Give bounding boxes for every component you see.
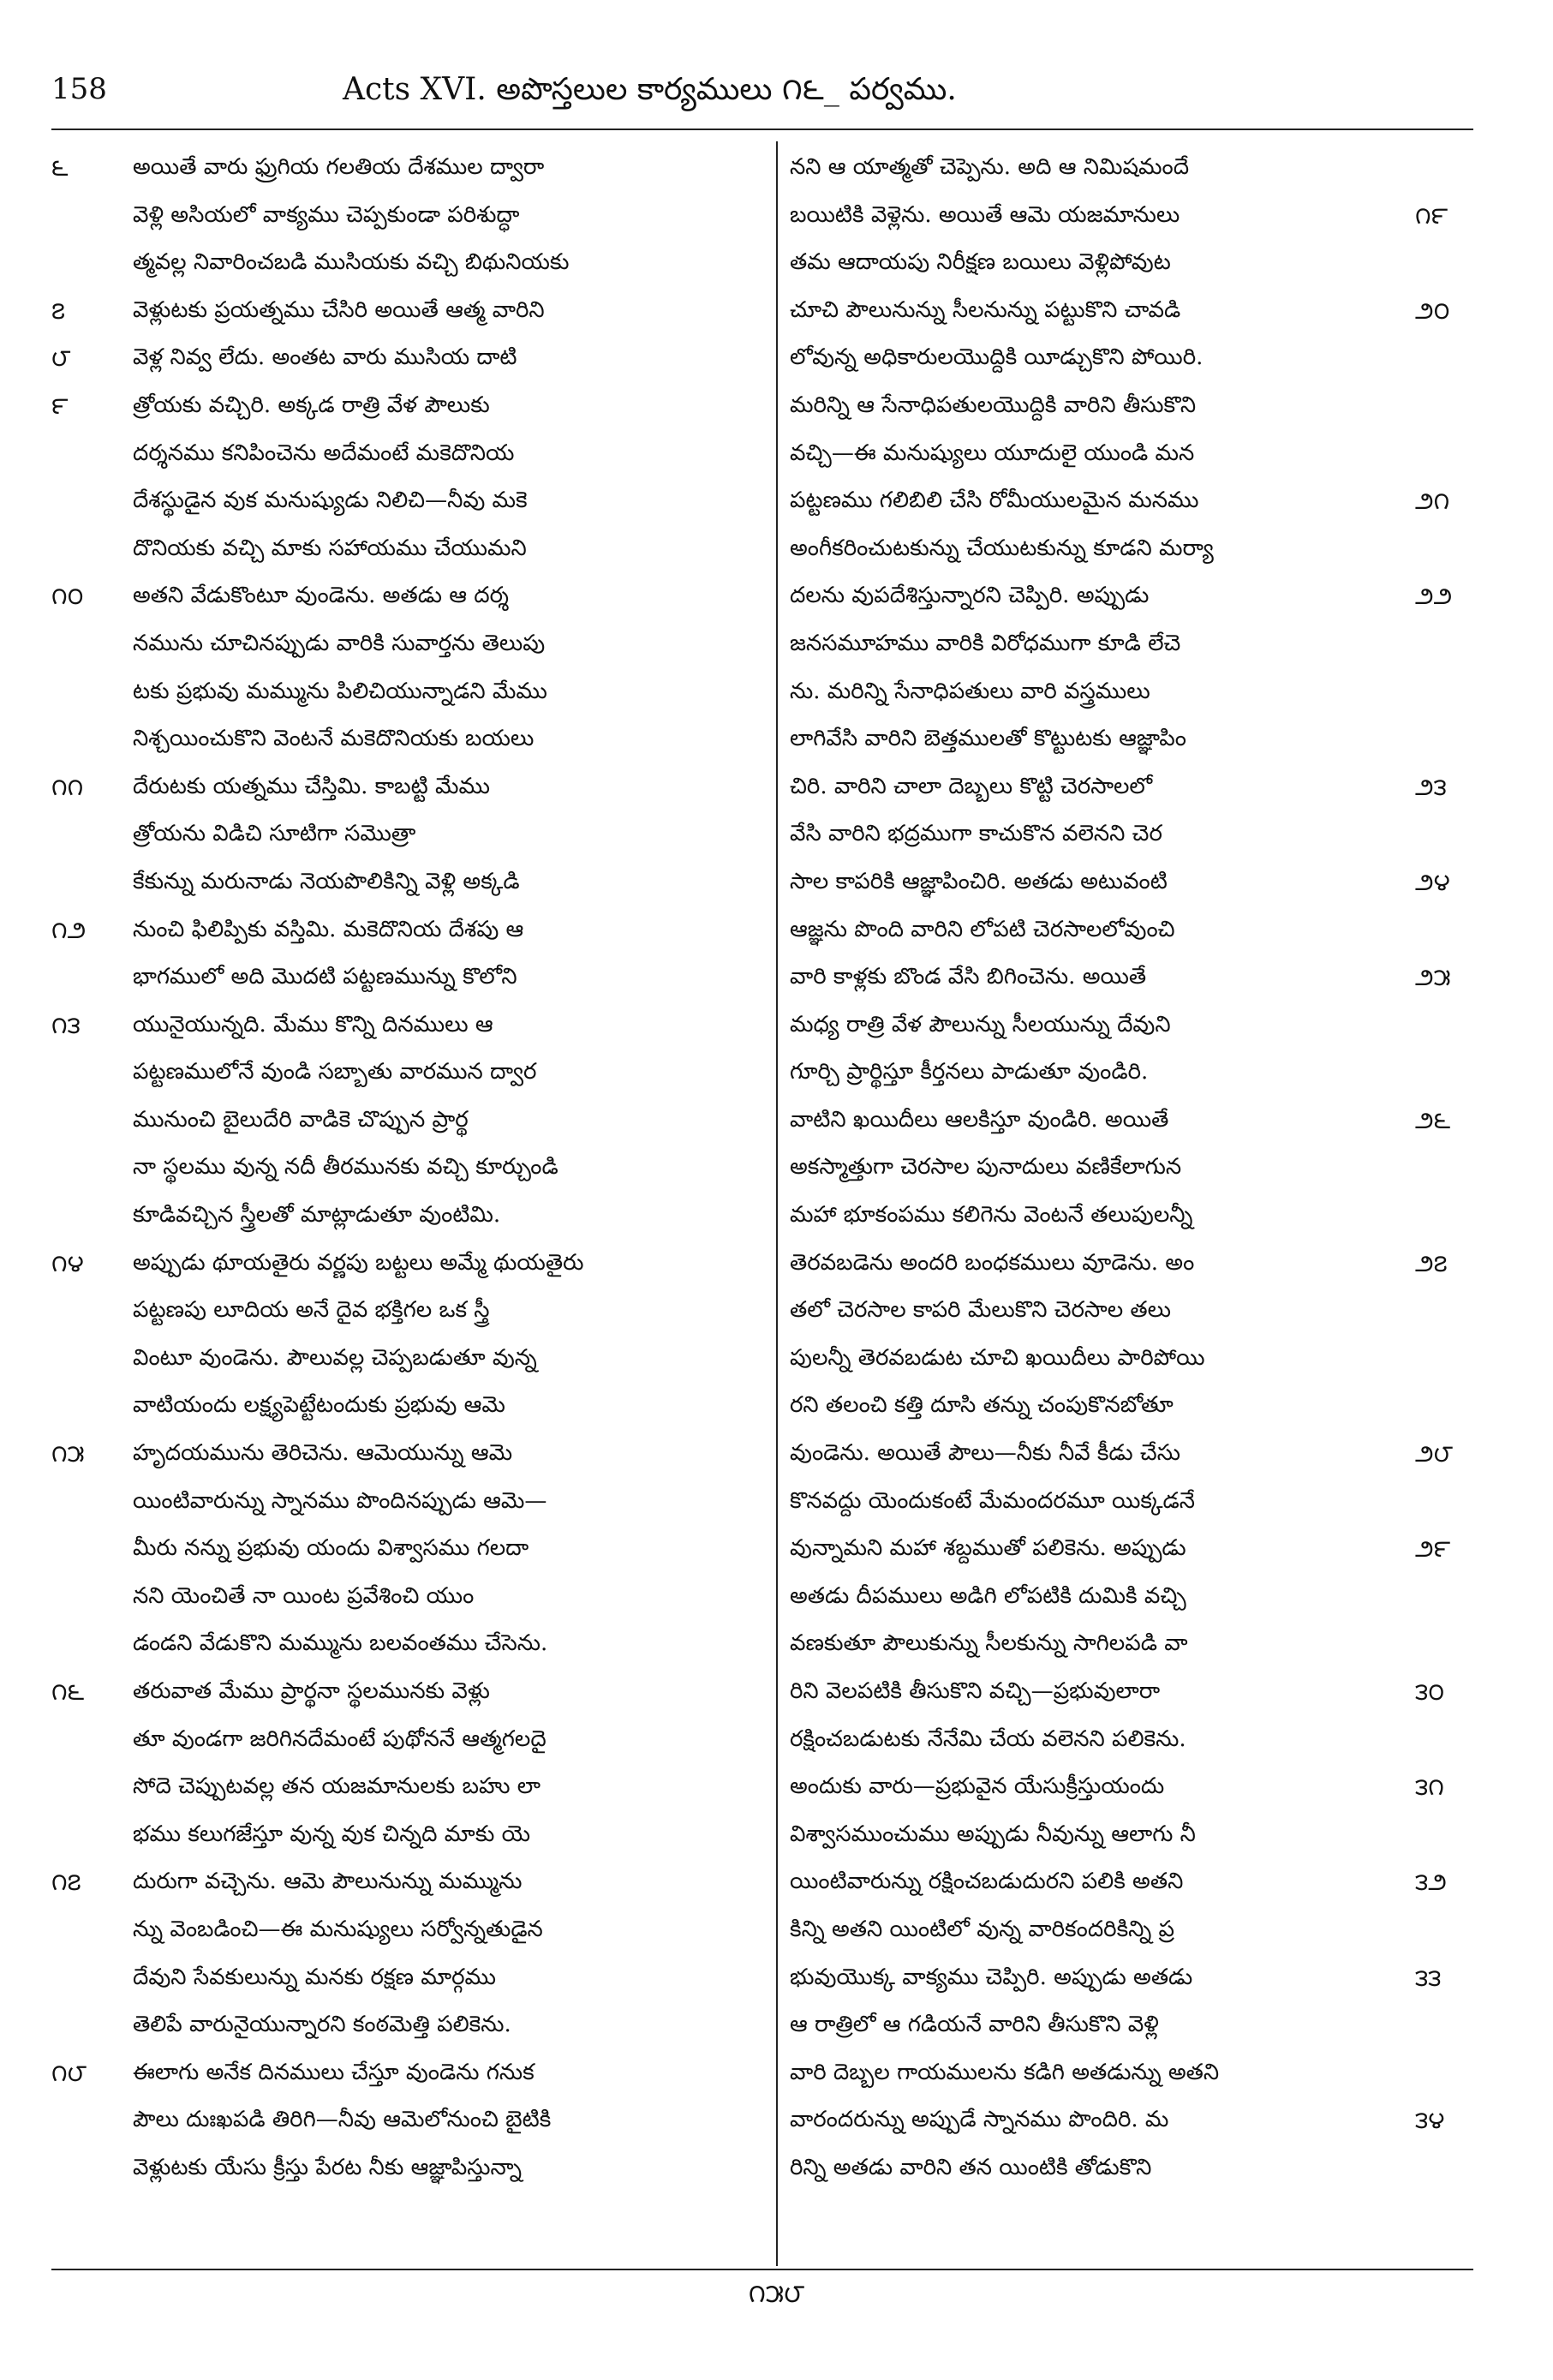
- line-text: వెళ్లి అసియలో వాక్యము చెప్పకుండా పరిశుద్ధా: [133, 201, 520, 228]
- line-text: నని ఆ యాత్మతో చెప్పెను. అది ఆ నిమిషమందే: [790, 154, 1190, 180]
- line-text: చిరి. వారిని చాలా దెబ్బలు కొట్టి చెరసాలలో: [790, 773, 1153, 799]
- text-line: [790, 2001, 1475, 2049]
- text-line: [51, 1287, 762, 1335]
- verse-number: ౮: [51, 344, 71, 373]
- text-line: [790, 858, 1475, 906]
- line-text: వెళ్ల నివ్వ లేదు. అంతట వారు ముసియ దాటి: [133, 344, 517, 371]
- text-line: [51, 334, 762, 382]
- text-line: [51, 2144, 762, 2192]
- text-line: [790, 525, 1475, 573]
- text-line: [790, 1430, 1475, 1478]
- text-line: [790, 1287, 1475, 1335]
- verse-number: ౨౫: [1415, 963, 1451, 992]
- column-divider: [776, 141, 778, 2266]
- line-text: వారి కాళ్లకు బొండ వేసి బిగించెను. అయితే: [790, 964, 1147, 990]
- text-line: [51, 1097, 762, 1145]
- verse-number: ౧౧: [51, 772, 84, 801]
- line-text: నిశ్చయించుకొని వెంటనే మకెదొనియకు బయలు: [133, 726, 535, 752]
- text-line: [51, 2049, 762, 2097]
- text-line: [790, 1668, 1475, 1716]
- text-line: [790, 954, 1475, 1002]
- line-text: సాల కాపరికి ఆజ్ఞాపించిరి. అతడు అటువంటి: [790, 868, 1168, 894]
- verse-number: ౩౪: [1415, 2106, 1445, 2135]
- text-line: [790, 1811, 1475, 1859]
- line-text: తమ ఆదాయపు నిరీక్షణ బయిలు వెళ్లిపోవుట: [790, 249, 1171, 276]
- text-line: [790, 1382, 1475, 1430]
- text-line: [790, 1620, 1475, 1668]
- text-line: [51, 668, 762, 716]
- line-text: నని యెంచితే నా యింట ప్రవేశించి యుం: [133, 1582, 475, 1609]
- verse-number: ౨౯: [1415, 1534, 1451, 1564]
- line-text: కొనవద్దు యెందుకంటే మేమందరమూ యిక్కడనే: [790, 1487, 1196, 1514]
- text-line: [790, 1240, 1475, 1288]
- line-text: వారి దెబ్బల గాయములను కడిగి అతడున్ను అతని: [790, 2059, 1220, 2085]
- line-text: వాటిని ఖయిదీలు ఆలకిస్తూ వుండిరి. అయితే: [790, 1106, 1169, 1133]
- verse-number: ౩౦: [1415, 1677, 1445, 1706]
- line-text: మరిన్ని ఆ సేనాధిపతులయొద్దికి వారిని తీసుకొని: [790, 392, 1197, 418]
- text-line: [790, 1716, 1475, 1764]
- line-text: దలను వుపదేశిస్తున్నారని చెప్పిరి. అప్పుడు: [790, 583, 1150, 609]
- line-text: దేరుటకు యత్నము చేస్తిమి. కాబట్టి మేము: [133, 773, 490, 799]
- verse-number: ౩౩: [1415, 1963, 1442, 1992]
- line-text: ఆజ్ఞను పొంది వారిని లోపటి చెరసాలలోవుంచి: [790, 916, 1175, 942]
- verse-number: ౨౩: [1415, 772, 1447, 801]
- verse-number: ౧౫: [51, 1439, 85, 1468]
- line-text: లోవున్న అధికారులయొద్దికి యీడ్చుకొని పోయిరి.: [790, 344, 1204, 371]
- line-text: దురుగా వచ్చెను. ఆమె పౌలునున్ను మమ్మును: [133, 1869, 523, 1895]
- line-text: పట్టణపు లూదియ అనే దైవ భక్తిగల ఒక స్త్రీ: [133, 1297, 490, 1324]
- text-line: [51, 858, 762, 906]
- verse-number: ౨౬: [1415, 1105, 1451, 1134]
- line-text: దేవుని సేవకులున్ను మనకు రక్షణ మార్గము: [133, 1964, 497, 1990]
- line-text: నుంచి ఫిలిప్పికు వస్తిమి. మకెదొనియ దేశపు ఆ: [133, 916, 524, 942]
- line-text: మునుంచి బైలుదేరి వాడికె చొప్పున ప్రార్థ: [133, 1106, 469, 1133]
- line-text: వెళ్లుటకు ప్రయత్నము చేసిరి అయితే ఆత్మ వారిని: [133, 296, 545, 323]
- line-text: భాగములో అది మొదటి పట్టణమున్ను కొలోని: [133, 964, 517, 990]
- line-text: యింటివారున్ను స్నానము పొందినప్పుడు ఆమె—: [133, 1487, 547, 1514]
- text-line: [51, 1525, 762, 1573]
- text-line: [790, 1049, 1475, 1097]
- text-line: [51, 1716, 762, 1764]
- verse-number: ౨౨: [1415, 582, 1453, 611]
- line-text: విశ్వాసముంచుము అప్పుడు నీవున్ను ఆలాగు నీ: [790, 1821, 1196, 1847]
- text-line: [51, 192, 762, 240]
- line-text: చూచి పౌలునున్ను సీలనున్ను పట్టుకొని చావడి: [790, 296, 1181, 323]
- line-text: రని తలంచి కత్తి దూసి తన్ను చంపుకొనబోతూ: [790, 1392, 1174, 1419]
- line-text: అతని వేడుకొంటూ వుండెను. అతడు ఆ దర్శ: [133, 583, 509, 609]
- text-line: [51, 1573, 762, 1621]
- line-text: యింటివారున్ను రక్షించబడుదురని పలికి అతని: [790, 1869, 1184, 1895]
- line-text: నా స్థలము వున్న నదీ తీరమునకు వచ్చి కూర్చుండి: [133, 1154, 558, 1181]
- text-line: [790, 906, 1475, 954]
- text-line: [51, 1144, 762, 1192]
- verse-number: ౧౯: [1415, 200, 1448, 230]
- line-text: దొనియకు వచ్చి మాకు సహాయము చేయుమని: [133, 535, 527, 561]
- text-line: [790, 239, 1475, 287]
- text-line: [51, 1335, 762, 1383]
- line-text: ను. మరిన్ని సేనాధిపతులు వారి వస్త్రములు: [790, 678, 1150, 704]
- line-text: వింటూ వుండెను. పౌలువల్ల చెప్పబడుతూ వున్న: [133, 1344, 537, 1371]
- verse-number: ౭: [51, 296, 66, 325]
- text-line: [51, 2001, 762, 2049]
- text-line: [51, 763, 762, 811]
- line-text: వణకుతూ పౌలుకున్ను సీలకున్ను సాగిలపడి వా: [790, 1630, 1188, 1657]
- right-column: [790, 144, 1475, 2260]
- line-text: అందుకు వారు—ప్రభువైన యేసుక్రీస్తుయందు: [790, 1773, 1165, 1800]
- line-text: త్రోయను విడిచి సూటిగా సమొత్రా: [133, 821, 416, 847]
- line-text: వారందరున్ను అప్పుడే స్నానము పొందిరి. మ: [790, 2107, 1169, 2133]
- text-line: [51, 1668, 762, 1716]
- verse-number: ౧౩: [51, 1010, 81, 1039]
- text-line: [790, 1954, 1475, 2002]
- verse-number: ౨౪: [1415, 867, 1450, 896]
- left-column: [51, 144, 762, 2260]
- line-text: తెరవబడెను అందరి బంధకములు వూడెను. అం: [790, 1249, 1195, 1276]
- text-line: [51, 382, 762, 430]
- line-text: వచ్చి—ఈ మనుష్యులు యూదులై యుండి మన: [790, 440, 1195, 466]
- text-line: [51, 715, 762, 763]
- page-number: 158: [51, 72, 107, 106]
- text-line: [790, 1906, 1475, 1954]
- text-line: [790, 1144, 1475, 1192]
- line-text: అయితే వారు ఫ్రుగియ గలతియ దేశముల ద్వారా: [133, 154, 545, 180]
- text-line: [790, 1573, 1475, 1621]
- verse-number: ౨౭: [1415, 1248, 1448, 1277]
- text-line: [790, 620, 1475, 668]
- footer-rule: [51, 2269, 1473, 2270]
- line-text: అప్పుడు థూయతైరు వర్ణపు బట్టలు అమ్మే థుయతైరు: [133, 1249, 584, 1276]
- text-line: [790, 2144, 1475, 2192]
- verse-number: ౨౧: [1415, 487, 1450, 516]
- text-line: [790, 572, 1475, 620]
- text-line: [51, 810, 762, 858]
- line-text: డండని వేడుకొని మమ్మును బలవంతము చేసెను.: [133, 1630, 548, 1657]
- text-line: [790, 430, 1475, 478]
- line-text: మధ్య రాత్రి వేళ పౌలున్ను సీలయున్ను దేవుని: [790, 1011, 1171, 1038]
- line-text: పులన్నీ తెరవబడుట చూచి ఖయిదీలు పారిపోయి: [790, 1344, 1205, 1371]
- text-line: [790, 1858, 1475, 1906]
- verse-number: ౧౬: [51, 1677, 85, 1706]
- verse-number: ౨౮: [1415, 1439, 1454, 1468]
- text-line: [790, 144, 1475, 192]
- text-line: [51, 1049, 762, 1097]
- line-text: బయిటికి వెళ్లెను. అయితే ఆమె యజమానులు: [790, 201, 1180, 228]
- line-text: వుండెను. అయితే పౌలు—నీకు నీవే కీడు చేసు: [790, 1440, 1180, 1467]
- line-text: భువుయొక్క వాక్యము చెప్పిరి. అప్పుడు అతడు: [790, 1964, 1193, 1990]
- line-text: కిన్ని అతని యింటిలో వున్న వారికందరికిన్ని ప్ర: [790, 1916, 1175, 1942]
- verse-number: ౨౦: [1415, 296, 1450, 325]
- verse-number: ౩౧: [1415, 1773, 1444, 1802]
- text-line: [51, 954, 762, 1002]
- line-text: పౌలు దుఃఖపడి తిరిగి—నీవు ఆమెలోనుంచి బైటికి: [133, 2107, 552, 2133]
- line-text: వెళ్లుటకు యేసు క్రీస్తు పేరట నీకు ఆజ్ఞాపిస్తున్నా: [133, 2154, 523, 2180]
- line-text: అంగీకరించుటకున్ను చేయుటకున్ను కూడని మర్యా: [790, 535, 1214, 561]
- line-text: గూర్చి ప్రార్థిస్తూ కీర్తనలు పాడుతూ వుండిరి.: [790, 1059, 1149, 1085]
- text-line: [790, 192, 1475, 240]
- line-text: జనసమూహము వారికి విరోధముగా కూడి లేచె: [790, 630, 1181, 656]
- line-text: టకు ప్రభువు మమ్మును పిలిచియున్నాడని మేము: [133, 678, 547, 704]
- line-text: కేకున్ను మరునాడు నెయపొలికిన్ని వెళ్లి అక్కడి: [133, 868, 520, 894]
- text-line: [51, 477, 762, 525]
- line-text: రిని వెలపటికి తీసుకొని వచ్చి—ప్రభువులారా: [790, 1678, 1161, 1704]
- line-text: వున్నామని మహా శబ్దముతో పలికెను. అప్పుడు: [790, 1535, 1186, 1562]
- text-line: [790, 1525, 1475, 1573]
- line-text: ఆ రాత్రిలో ఆ గడియనే వారిని తీసుకొని వెళ్లి: [790, 2012, 1159, 2038]
- page-header: [51, 69, 1473, 129]
- verse-number: ౧౦: [51, 582, 84, 611]
- line-text: వాటియందు లక్ష్యపెట్టేటందుకు ప్రభువు ఆమె: [133, 1392, 505, 1419]
- text-line: [51, 1478, 762, 1526]
- text-line: [790, 763, 1475, 811]
- line-text: నమును చూచినప్పుడు వారికి సువార్తను తెలుపు: [133, 630, 546, 656]
- text-line: [790, 477, 1475, 525]
- text-line: [51, 1620, 762, 1668]
- text-line: [790, 382, 1475, 430]
- text-line: [51, 1382, 762, 1430]
- verse-number: ౩౨: [1415, 1868, 1447, 1897]
- header-rule: [51, 129, 1473, 130]
- text-line: [790, 715, 1475, 763]
- text-line: [51, 239, 762, 287]
- verse-number: ౯: [51, 391, 69, 420]
- line-text: తరువాత మేము ప్రార్థనా స్థలమునకు వెళ్లు: [133, 1678, 490, 1704]
- text-line: [51, 1954, 762, 2002]
- line-text: లాగివేసి వారిని బెత్తములతో కొట్టుటకు ఆజ్ఞాపిం: [790, 726, 1186, 752]
- line-text: రక్షించబడుటకు నేనేమి చేయ వలెనని పలికెను.: [790, 1725, 1186, 1752]
- text-line: [51, 1906, 762, 1954]
- text-line: [51, 144, 762, 192]
- line-text: దర్శనము కనిపించెను అదేమంటే మకెదొనియ: [133, 440, 515, 466]
- line-text: సోదె చెప్పుటవల్ల తన యజమానులకు బహు లా: [133, 1773, 541, 1800]
- verse-number: ౬: [51, 153, 69, 182]
- text-line: [51, 525, 762, 573]
- text-line: [51, 572, 762, 620]
- line-text: యునైయున్నది. మేము కొన్ని దినములు ఆ: [133, 1011, 493, 1038]
- line-text: తూ వుండగా జరిగినదేమంటే పుథోననే ఆత్మగలదై: [133, 1725, 547, 1752]
- text-line: [790, 810, 1475, 858]
- text-line: [790, 1335, 1475, 1383]
- text-line: [790, 334, 1475, 382]
- text-line: [51, 1811, 762, 1859]
- line-text: మహా భూకంపము కలిగెను వెంటనే తలుపులన్నీ: [790, 1202, 1193, 1229]
- text-line: [51, 2096, 762, 2144]
- line-text: తలో చెరసాల కాపరి మేలుకొని చెరసాల తలు: [790, 1297, 1172, 1324]
- verse-number: ౧౮: [51, 2058, 87, 2087]
- text-line: [790, 1478, 1475, 1526]
- text-line: [51, 906, 762, 954]
- line-text: భము కలుగజేస్తూ వున్న వుక చిన్నది మాకు యె: [133, 1821, 531, 1847]
- line-text: న్ను వెంబడించి—ఈ మనుష్యులు సర్వోన్నతుడైన: [133, 1916, 543, 1942]
- text-line: [790, 1097, 1475, 1145]
- line-text: రిన్ని అతడు వారిని తన యింటికి తోడుకొని: [790, 2154, 1152, 2180]
- line-text: పట్టణములోనే వుండి సబ్బాతు వారమున ద్వార: [133, 1059, 537, 1085]
- line-text: పట్టణము గలిబిలి చేసి రోమీయులమైన మనము: [790, 487, 1199, 514]
- text-line: [790, 1002, 1475, 1049]
- line-text: అకస్మాత్తుగా చెరసాల పునాదులు వణికేలాగున: [790, 1154, 1182, 1181]
- text-line: [790, 1192, 1475, 1240]
- text-line: [51, 1002, 762, 1049]
- line-text: త్రోయకు వచ్చిరి. అక్కడ రాత్రి వేళ పౌలుకు: [133, 392, 490, 418]
- line-text: తెలిపే వారునైయున్నారని కంఠమెత్తి పలికెను.: [133, 2012, 511, 2038]
- text-line: [790, 287, 1475, 335]
- text-line: [51, 1858, 762, 1906]
- text-line: [51, 620, 762, 668]
- line-text: దేశస్థుడైన వుక మనుష్యుడు నిలిచి—నీవు మకె: [133, 487, 528, 514]
- text-line: [51, 430, 762, 478]
- text-line: [51, 1240, 762, 1288]
- text-line: [51, 1192, 762, 1240]
- line-text: వేసి వారిని భద్రముగా కాచుకొన వలెనని చెర: [790, 821, 1162, 847]
- text-line: [51, 1763, 762, 1811]
- line-text: త్మవల్ల నివారించబడి ముసియకు వచ్చి బిథునియకు: [133, 249, 570, 276]
- footer-page-label: ౧౫౮: [748, 2279, 805, 2309]
- line-text: మీరు నన్ను ప్రభువు యందు విశ్వాసము గలదా: [133, 1535, 529, 1562]
- text-line: [790, 1763, 1475, 1811]
- text-line: [51, 1430, 762, 1478]
- line-text: అతడు దీపములు అడిగి లోపటికి దుమికి వచ్చి: [790, 1582, 1186, 1609]
- verse-number: ౧౪: [51, 1248, 84, 1277]
- verse-number: ౧౨: [51, 915, 87, 944]
- text-line: [790, 668, 1475, 716]
- text-line: [790, 2049, 1475, 2097]
- running-title: Acts XVI. అపొస్తలుల కార్యములు ౧౬_ పర్వము.: [343, 72, 957, 107]
- line-text: ఈలాగు అనేక దినములు చేస్తూ వుండెను గనుక: [133, 2059, 535, 2085]
- verse-number: ౧౭: [51, 1868, 81, 1897]
- text-line: [51, 287, 762, 335]
- text-line: [790, 2096, 1475, 2144]
- line-text: కూడివచ్చిన స్త్రీలతో మాట్లాడుతూ వుంటిమి.: [133, 1202, 501, 1229]
- line-text: హృదయమును తెరిచెను. ఆమెయున్ను ఆమె: [133, 1440, 513, 1467]
